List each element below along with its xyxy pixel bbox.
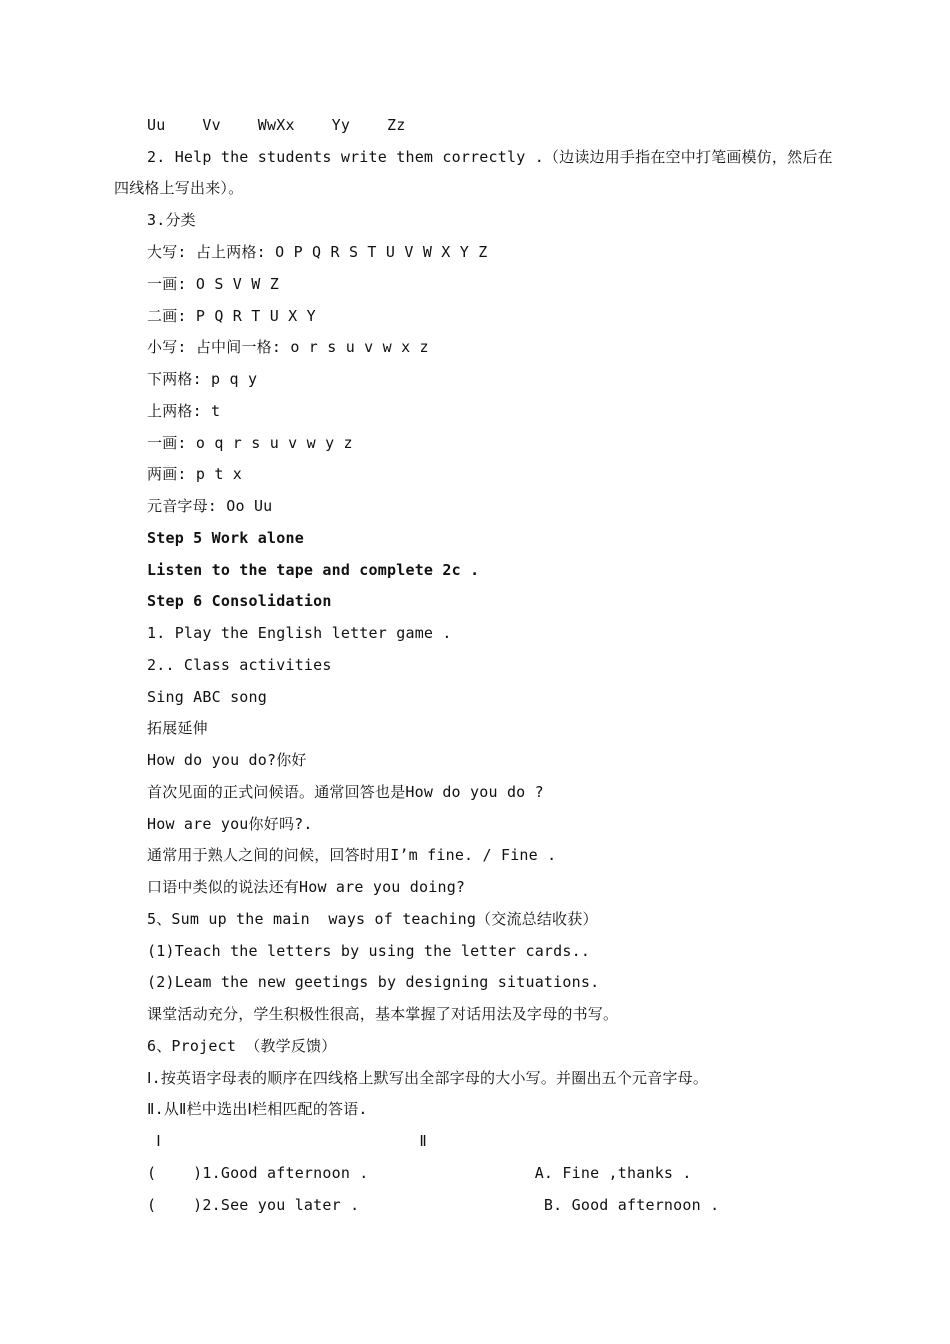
how-are-you: How are you你好吗?. [147, 815, 313, 833]
project-task-2: Ⅱ.从Ⅱ栏中选出Ⅰ栏相匹配的答语. [147, 1100, 368, 1118]
sum-up-item-2: (2)Leam the new geetings by designing situations. [147, 973, 600, 991]
uppercase-two-strokes: 二画: P Q R T U X Y [147, 307, 316, 325]
lowercase-lower-two: 下两格: p q y [147, 370, 258, 388]
project-task-1: Ⅰ.按英语字母表的顺序在四线格上默写出全部字母的大小写。并圈出五个元音字母。 [147, 1069, 709, 1087]
lowercase-two-strokes: 两画: p t x [147, 465, 243, 483]
match-item-1: ( )1.Good afternoon . A. Fine ,thanks . [147, 1164, 692, 1182]
letters-uu-zz: Uu Vv WwXx Yy Zz [147, 116, 406, 134]
how-do-you-do: How do you do?你好 [147, 751, 307, 769]
sing-abc-song: Sing ABC song [147, 688, 267, 706]
sum-up-heading: 5、Sum up the main ways of teaching（交流总结收获） [147, 910, 598, 928]
section-classify: 3.分类 [147, 211, 196, 229]
column-headers: Ⅰ Ⅱ [147, 1132, 427, 1150]
sum-up-item-1: (1)Teach the letters by using the letter cards.. [147, 942, 591, 960]
step6-item-1: 1. Play the English letter game . [147, 624, 452, 642]
step5-heading: Step 5 Work alone [147, 529, 304, 547]
how-are-you-note: 通常用于熟人之间的问候，回答时用I’m fine. / Fine . [147, 846, 557, 864]
vowel-letters: 元音字母: Oo Uu [147, 497, 273, 515]
project-heading: 6、Project （教学反馈） [147, 1037, 337, 1055]
instruction-write-correctly-cont: 四线格上写出来）。 [114, 179, 244, 197]
instruction-write-correctly: 2. Help the students write them correctly .（边读边用手指在空中打笔画模仿，然后在 [147, 148, 833, 166]
step6-heading: Step 6 Consolidation [147, 592, 332, 610]
lowercase-middle: 小写: 占中间一格: o r s u v w x z [147, 338, 429, 356]
uppercase-one-stroke: 一画: O S V W Z [147, 275, 279, 293]
lowercase-one-stroke: 一画: o q r s u v w y z [147, 434, 353, 452]
step6-item-2: 2.. Class activities [147, 656, 332, 674]
lowercase-upper-two: 上两格: t [147, 402, 221, 420]
how-do-you-do-note: 首次见面的正式问候语。通常回答也是How do you do ? [147, 783, 544, 801]
match-item-2: ( )2.See you later . B. Good afternoon . [147, 1196, 720, 1214]
uppercase-two-top: 大写: 占上两格: O P Q R S T U V W X Y Z [147, 243, 488, 261]
how-are-you-doing: 口语中类似的说法还有How are you doing? [147, 878, 466, 896]
step5-listen: Listen to the tape and complete 2c . [147, 561, 480, 579]
extension-heading: 拓展延伸 [147, 719, 208, 737]
class-reflection: 课堂活动充分，学生积极性很高，基本掌握了对话用法及字母的书写。 [147, 1005, 619, 1023]
